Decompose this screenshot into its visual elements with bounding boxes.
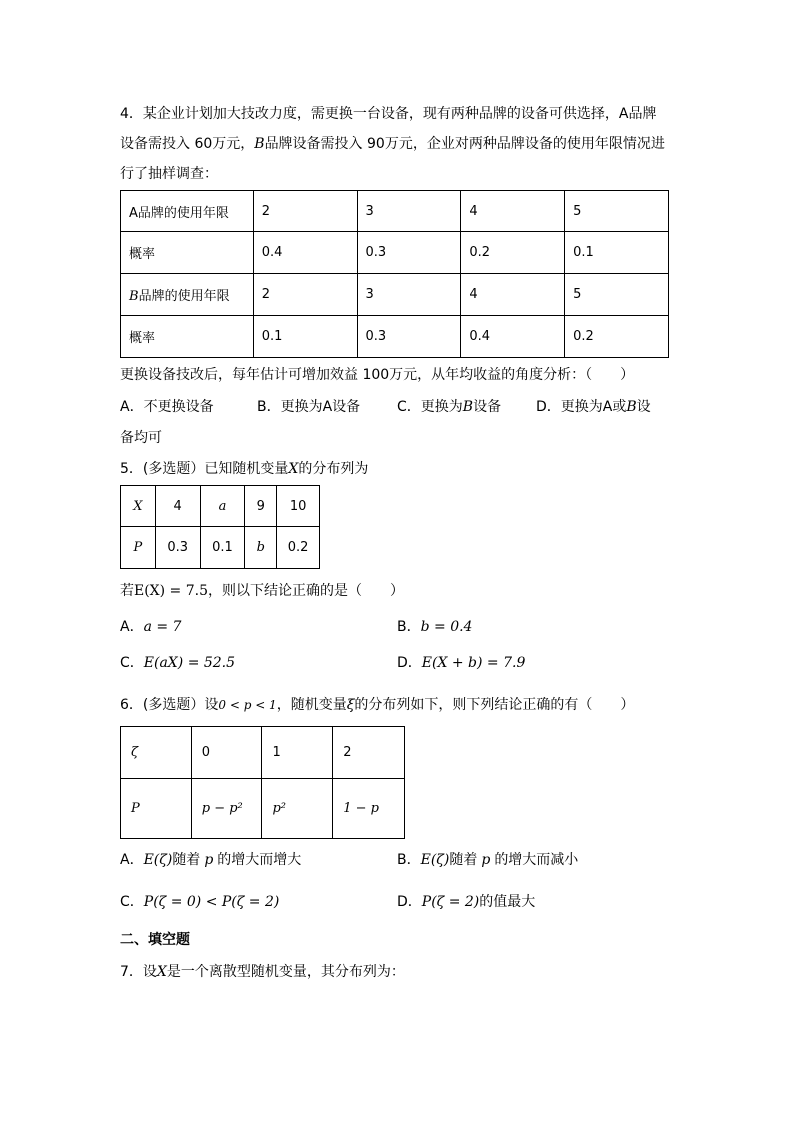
q5-option-b[interactable] <box>397 617 472 637</box>
q6-option-b[interactable] <box>397 850 578 870</box>
q5-cell: 4 <box>155 486 200 527</box>
q6-option-expr: P(ζ = 2) <box>421 894 480 910</box>
q7-stem-text: 是一个离散型随机变量，其分布列为： <box>166 964 405 980</box>
q6-row-p <box>121 779 405 839</box>
q4-stem-line3: 行了抽样调查： <box>120 166 218 182</box>
q5-option-label: C． <box>120 655 144 671</box>
q6-stem <box>120 695 634 715</box>
q5-option-d[interactable] <box>397 653 525 673</box>
q5-cell-label: X <box>121 486 156 527</box>
q4-option-d[interactable] <box>536 397 651 417</box>
q5-cell-label: P <box>121 527 156 569</box>
q4-cell-label <box>121 274 254 316</box>
q6-stem-text: 6．(多选题）设 <box>120 697 219 713</box>
q6-option-a[interactable] <box>120 850 301 870</box>
q6-option-c[interactable] <box>120 892 279 912</box>
q4-stem-line1: 4．某企业计划加大技改力度，需更换一台设备，现有两种品牌的设备可供选择，A品牌 <box>120 106 657 122</box>
q5-option-c[interactable] <box>120 653 235 673</box>
q5-option-expr: a = 7 <box>143 619 182 635</box>
q5-cell: 9 <box>245 486 277 527</box>
q4-cell: 0.2 <box>565 316 669 358</box>
q4-option-d-var: B <box>626 399 637 415</box>
q4-cell: 2 <box>253 191 357 232</box>
q5-option-label: D． <box>397 655 422 671</box>
q4-cell: 3 <box>357 274 461 316</box>
q6-stem-text: ，随机变量 <box>276 697 347 713</box>
q4-option-c-var: B <box>462 399 474 415</box>
q6-cell: p − p² <box>191 779 262 839</box>
q5-option-label: A． <box>120 619 144 635</box>
q6-option-var: p <box>481 852 491 868</box>
q4-stem-var-b: B <box>254 136 265 152</box>
q6-cell: 2 <box>333 727 405 779</box>
q5-cell: 0.1 <box>200 527 245 569</box>
q5-option-expr: E(aX) = 52.5 <box>143 655 236 671</box>
q4-cell-label: A品牌的使用年限 <box>121 191 254 232</box>
q5-condition <box>120 581 404 601</box>
q4-cell: 0.1 <box>253 316 357 358</box>
q4-after-table: 更换设备技改后，每年估计可增加效益 100万元，从年均收益的角度分析：（ ） <box>120 367 635 383</box>
q4-cell: 0.2 <box>461 232 565 274</box>
q5-condition-text: ，则以下结论正确的是（ ） <box>208 583 405 599</box>
q4-cell: 4 <box>461 191 565 232</box>
q6-option-d[interactable] <box>397 892 535 912</box>
q5-option-expr: b = 0.4 <box>420 619 473 635</box>
q5-cell: b <box>245 527 277 569</box>
q6-option-label: A． <box>120 852 144 868</box>
q4-option-a[interactable]: A．不更换设备 <box>120 399 214 415</box>
q4-option-b[interactable]: B．更换为A设备 <box>257 399 361 415</box>
q6-option-expr: P(ζ = 0) < P(ζ = 2) <box>143 894 280 910</box>
q6-option-text: 随着 <box>449 852 478 868</box>
q4-option-d-text: D．更换为A或 <box>536 399 627 415</box>
q6-cell-label: P <box>121 779 192 839</box>
q6-option-var: p <box>204 852 214 868</box>
q5-condition-expr: E(X) = 7.5 <box>134 583 209 599</box>
q6-option-expr: E(ζ) <box>143 852 173 868</box>
q4-stem-part: 设备需投入 60万元， <box>120 136 255 152</box>
q4-cell-label: 概率 <box>121 316 254 358</box>
q6-cell: 1 − p <box>333 779 405 839</box>
q5-option-a[interactable] <box>120 617 181 637</box>
q6-option-text: 的值最大 <box>479 894 536 910</box>
section-heading: 二、填空题 <box>120 932 190 948</box>
q4-row-b-years <box>121 274 669 316</box>
q5-row-p <box>121 527 320 569</box>
q4-cell: 2 <box>253 274 357 316</box>
q4-cell: 0.4 <box>253 232 357 274</box>
q7-stem-var: X <box>156 964 167 980</box>
q4-cell: 0.1 <box>565 232 669 274</box>
q4-option-c-text: C．更换为 <box>397 399 463 415</box>
q6-option-text: 的增大而减小 <box>494 852 579 868</box>
q6-option-label: B． <box>397 852 421 868</box>
q6-cell: 0 <box>191 727 262 779</box>
q4-label-text: 品牌的使用年限 <box>138 289 230 304</box>
q4-cell: 0.3 <box>357 316 461 358</box>
q6-cell-label: ζ <box>121 727 192 779</box>
q4-row-a-prob <box>121 232 669 274</box>
q5-option-expr: E(X + b) = 7.9 <box>421 655 526 671</box>
q4-cell: 5 <box>565 191 669 232</box>
q5-row-x <box>121 486 320 527</box>
q4-cell: 0.3 <box>357 232 461 274</box>
q4-row-a-years <box>121 191 669 232</box>
q4-option-d-text: 设 <box>636 399 651 415</box>
q6-option-label: D． <box>397 894 422 910</box>
q4-row-b-prob <box>121 316 669 358</box>
q6-cell: p² <box>262 779 333 839</box>
q7-stem <box>120 962 405 982</box>
q6-stem-cond: 0 < p < 1 <box>218 698 277 712</box>
q5-cell: a <box>200 486 245 527</box>
q5-condition-text: 若 <box>120 583 134 599</box>
q4-cell-label: 概率 <box>121 232 254 274</box>
q4-cell: 4 <box>461 274 565 316</box>
q4-stem-line2 <box>120 134 665 154</box>
q4-cell: 0.4 <box>461 316 565 358</box>
q4-cell: 3 <box>357 191 461 232</box>
q5-option-label: B． <box>397 619 421 635</box>
q5-table <box>120 485 320 569</box>
q6-row-z <box>121 727 405 779</box>
q6-table <box>120 726 405 839</box>
q7-stem-text: 7．设 <box>120 964 157 980</box>
q6-stem-text: 的分布列如下，则下列结论正确的有（ ） <box>354 697 635 713</box>
q5-stem-text: 的分布列为 <box>298 461 369 477</box>
q4-option-c[interactable] <box>397 397 501 417</box>
q6-option-text: 随着 <box>172 852 201 868</box>
q4-stem-part: 品牌设备需投入 90万元，企业对两种品牌设备的使用年限情况进 <box>264 136 665 152</box>
q6-cell: 1 <box>262 727 333 779</box>
q6-stem-var: ξ <box>346 697 355 713</box>
q5-cell: 0.3 <box>155 527 200 569</box>
q5-cell: 10 <box>277 486 320 527</box>
q5-stem <box>120 459 368 479</box>
q4-table <box>120 190 669 358</box>
q4-cell: 5 <box>565 274 669 316</box>
q4-option-d-continued: 备均可 <box>120 430 162 446</box>
q5-stem-text: 5．(多选题）已知随机变量 <box>120 461 289 477</box>
q6-option-label: C． <box>120 894 144 910</box>
q4-option-c-text: 设备 <box>473 399 502 415</box>
q5-stem-var: X <box>288 461 299 477</box>
q6-option-expr: E(ζ) <box>420 852 450 868</box>
q6-option-text: 的增大而增大 <box>217 852 302 868</box>
q5-cell: 0.2 <box>277 527 320 569</box>
q4-var-b: B <box>129 289 139 304</box>
